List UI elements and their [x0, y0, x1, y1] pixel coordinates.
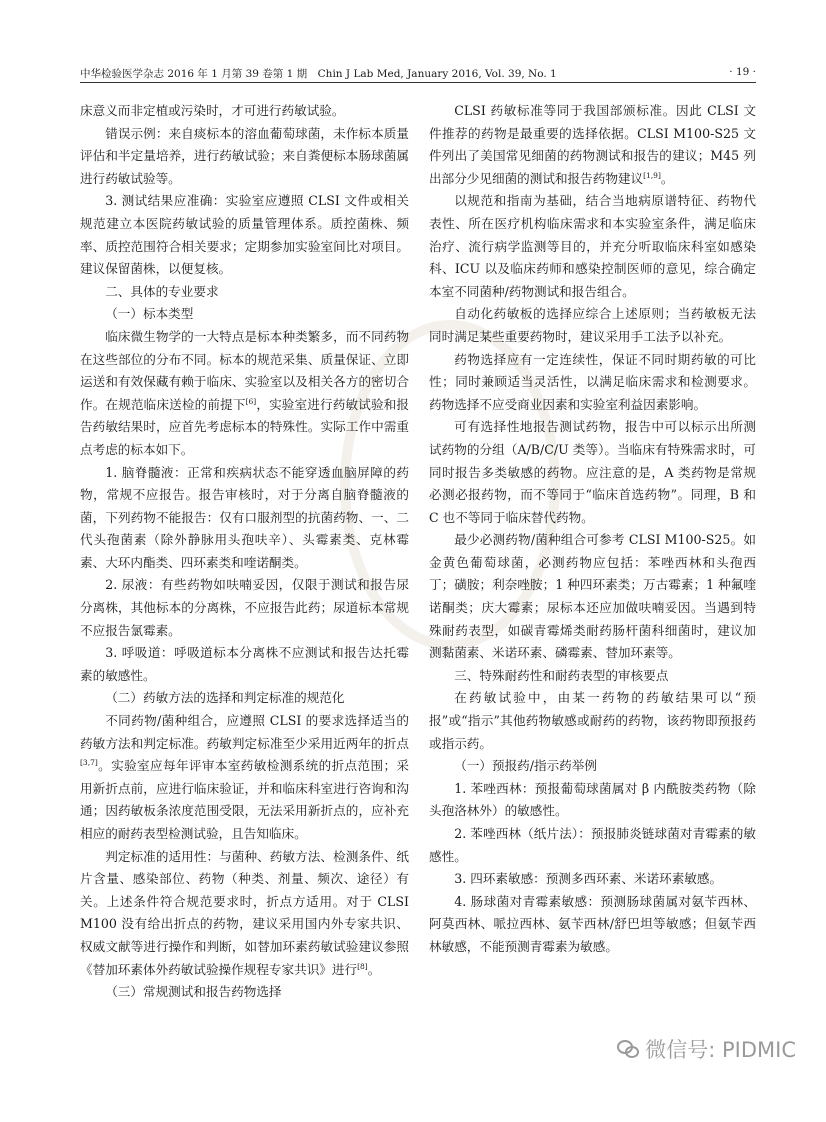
paragraph	[429, 303, 756, 348]
text-run: 2. 苯唑西林（纸片法）：预报肺炎链球菌对青霉素的敏感性。	[429, 826, 756, 864]
text-run: （三）常规测试和报告药物选择	[105, 984, 282, 1000]
text-run: 床意义而非定植或污染时，才可进行药敏试验。	[80, 103, 345, 118]
text-run: 判定标准的适用性：与菌种、药敏方法、检测条件、纸片含量、感染部位、药物（种类、剂量、频次、途径）有关。上述条件符合规范要求时，折点方适用。对于 CLSI M100 没有给出折点的药物，建议采用国内外专家共识、权威文献等进行操作和判断，如替加环素药敏试验建议参照《替加环素体外药敏试验操作规程专家共识》进行	[80, 848, 409, 977]
text-run: 1. 脑脊髓液：正常和疾病状态不能穿透血脑屏障的药物，常规不应报告。报告审核时，对于分离自脑脊髓液的菌，下列药物不能报告：仅有口服剂型的抗菌药物、一、二代头孢菌素（除外静脉用头孢呋辛）、头霉素类、克林霉素、大环内酯类、四环素类和喹诺酮类。	[80, 464, 409, 570]
wechat-id: 微信号: PIDMIC	[645, 1038, 796, 1062]
paragraph	[80, 710, 409, 846]
paragraph	[429, 416, 756, 529]
text-run: 错误示例：来自痰标本的溶血葡萄球菌，未作标本质量评估和半定量培养，进行药敏试验；来自粪便标本肠球菌属进行药敏试验等。	[80, 125, 409, 186]
text-run: 可有选择性地报告测试药物，报告中可以标示出所测试药物的分组（A/B/C/U 类等）。当临床有特殊需求时，可同时报告多类敏感的药物。应注意的是，A 类药物是常规必测必报药物，而不等同于“临床首选药物”。同理，B 和 C 也不等同于临床替代药物。	[429, 419, 756, 525]
section-heading	[429, 665, 756, 688]
text-run: 二、具体的专业要求	[105, 283, 219, 299]
text-run: 4. 肠球菌对青霉素敏感：预测肠球菌属对氨苄西林、阿莫西林、哌拉西林、氨苄西林/舒巴坦等敏感；但氨苄西林敏感，不能预测青霉素为敏感。	[429, 893, 756, 954]
page-number: · 19 ·	[729, 66, 756, 78]
paragraph	[429, 529, 756, 665]
text-run: 以规范和指南为基础，结合当地病原谱特征、药物代表性、所在医疗机构临床需求和本实验室条件，满足临床治疗、流行病学监测等目的，并充分听取临床科室如感染科、ICU 以及临床药师和感染控制医师的意见，综合确定本室不同菌种/药物测试和报告组合。	[429, 193, 756, 299]
running-header	[80, 60, 756, 83]
text-run: 自动化药敏板的选择应综合上述原则；当药敏板无法同时满足某些重要药物时，建议采用手工法予以补充。	[429, 306, 756, 344]
paragraph	[429, 868, 756, 891]
text-run: （二）药敏方法的选择和判定标准的规范化	[105, 690, 345, 706]
section-heading	[80, 303, 409, 326]
paragraph	[429, 891, 756, 959]
citation-ref: [6]	[245, 396, 257, 406]
paragraph	[429, 687, 756, 755]
paragraph	[80, 462, 409, 575]
paragraph	[429, 100, 756, 190]
paragraph	[429, 349, 756, 417]
paragraph	[429, 190, 756, 303]
wechat-icon	[617, 1040, 639, 1058]
text-run: （一）预报药/指示药举例	[454, 758, 597, 774]
citation-ref: [8]	[357, 961, 368, 971]
text-run: 2. 尿液：有些药物如呋喃妥因，仅限于测试和报告尿分离株，其他标本的分离株，不应报告此药；尿道标本常规不应报告氯霉素。	[80, 577, 409, 638]
paragraph	[80, 326, 409, 462]
text-run: 3. 呼吸道：呼吸道标本分离株不应测试和报告达托霉素的敏感性。	[80, 645, 409, 683]
citation-ref: [1,9]	[643, 170, 661, 180]
left-column	[80, 100, 409, 1004]
wechat-watermark	[617, 1034, 796, 1064]
text-run: 3. 测试结果应准确：实验室应遵照 CLSI 文件或相关规范建立本医院药敏试验的质量管理体系。质控菌株、频率、质控范围符合相关要求；定期参加实验室间比对项目。建议保留菌株，以便复核。	[80, 193, 409, 277]
text-run: 。实验室应每年评审本室药敏检测系统的折点范围；采用新折点前，应进行临床验证，并和临床科室进行咨询和沟通；因药敏板条浓度范围受限，无法采用新折点的，应补充相应的耐药表型检测试验，且告知临床。	[80, 758, 409, 841]
text-run: 不同药物/菌种组合，应遵照 CLSI 的要求选择适当的药敏方法和判定标准。药敏判定标准至少采用近两年的折点	[80, 713, 409, 751]
text-run: 1. 苯唑西林：预报葡萄球菌属对 β 内酰胺类药物（除头孢洛林外）的敏感性。	[429, 780, 756, 819]
section-heading	[80, 687, 409, 710]
paragraph	[80, 100, 409, 123]
text-run: 最少必测药物/菌种组合可参考 CLSI M100-S25。如金黄色葡萄球菌，必测药物应包括：苯唑西林和头孢西丁；磺胺；利奈唑胺；1 种四环素类；万古霉素；1 种氟喹诺酮类；庆大霉素；尿标本还应加做呋喃妥因。当遇到特殊耐药表型，如碳青霉烯类耐药肠杆菌科细菌时，建议加测黏菌素、米诺环素、磷霉素、替加环素等。	[429, 532, 756, 661]
text-run: 三、特殊耐药性和耐药表型的审核要点	[454, 667, 669, 683]
section-heading	[429, 755, 756, 778]
text-run: ，实验室进行药敏试验和报告药敏结果时，应首先考虑标本的特殊性。实际工作中需重点考虑的标本如下。	[80, 396, 410, 457]
section-heading	[80, 281, 409, 304]
paragraph	[429, 778, 756, 823]
section-heading	[80, 981, 409, 1004]
text-run: CLSI 药敏标准等同于我国部颁标准。因此 CLSI 文件推荐的药物是最重要的选择依据。CLSI M100-S25 文件列出了美国常见细菌的药物测试和报告的建议；M45 列出部分少见细菌的测试和报告药物建议	[429, 103, 756, 186]
text-run: 3. 四环素敏感：预测多西环素、米诺环素敏感。	[454, 871, 723, 887]
paragraph	[80, 574, 409, 642]
paragraph	[80, 846, 409, 982]
journal-citation: 中华检验医学杂志 2016 年 1 月第 39 卷第 1 期 Chin J Lab Med, January 2016, Vol. 39, No. 1	[80, 68, 557, 80]
paragraph	[80, 642, 409, 687]
text-run: （一）标本类型	[105, 306, 194, 322]
paragraph	[80, 123, 409, 191]
text-run: 。	[367, 961, 381, 977]
text-run: 在药敏试验中，由某一药物的药敏结果可以“预报”或“指示”其他药物敏感或耐药的药物，该药物即预报药或指示药。	[429, 690, 756, 751]
text-run: 临床微生物学的一大特点是标本种类繁多，而不同药物在这些部位的分布不同。标本的规范采集、质量保证、立即运送和有效保藏有赖于临床、实验室以及相关各方的密切合作。在规范临床送检的前提下	[80, 328, 409, 412]
paragraph	[429, 823, 756, 868]
text-run: 。	[660, 170, 674, 186]
citation-ref: [3,7]	[80, 758, 98, 768]
paragraph	[80, 190, 409, 280]
text-run: 药物选择应有一定连续性，保证不同时期药敏的可比性；同时兼顾适当灵活性，以满足临床需求和检测要求。药物选择不应受商业因素和实验室利益因素影响。	[429, 351, 756, 412]
right-column	[429, 100, 756, 959]
